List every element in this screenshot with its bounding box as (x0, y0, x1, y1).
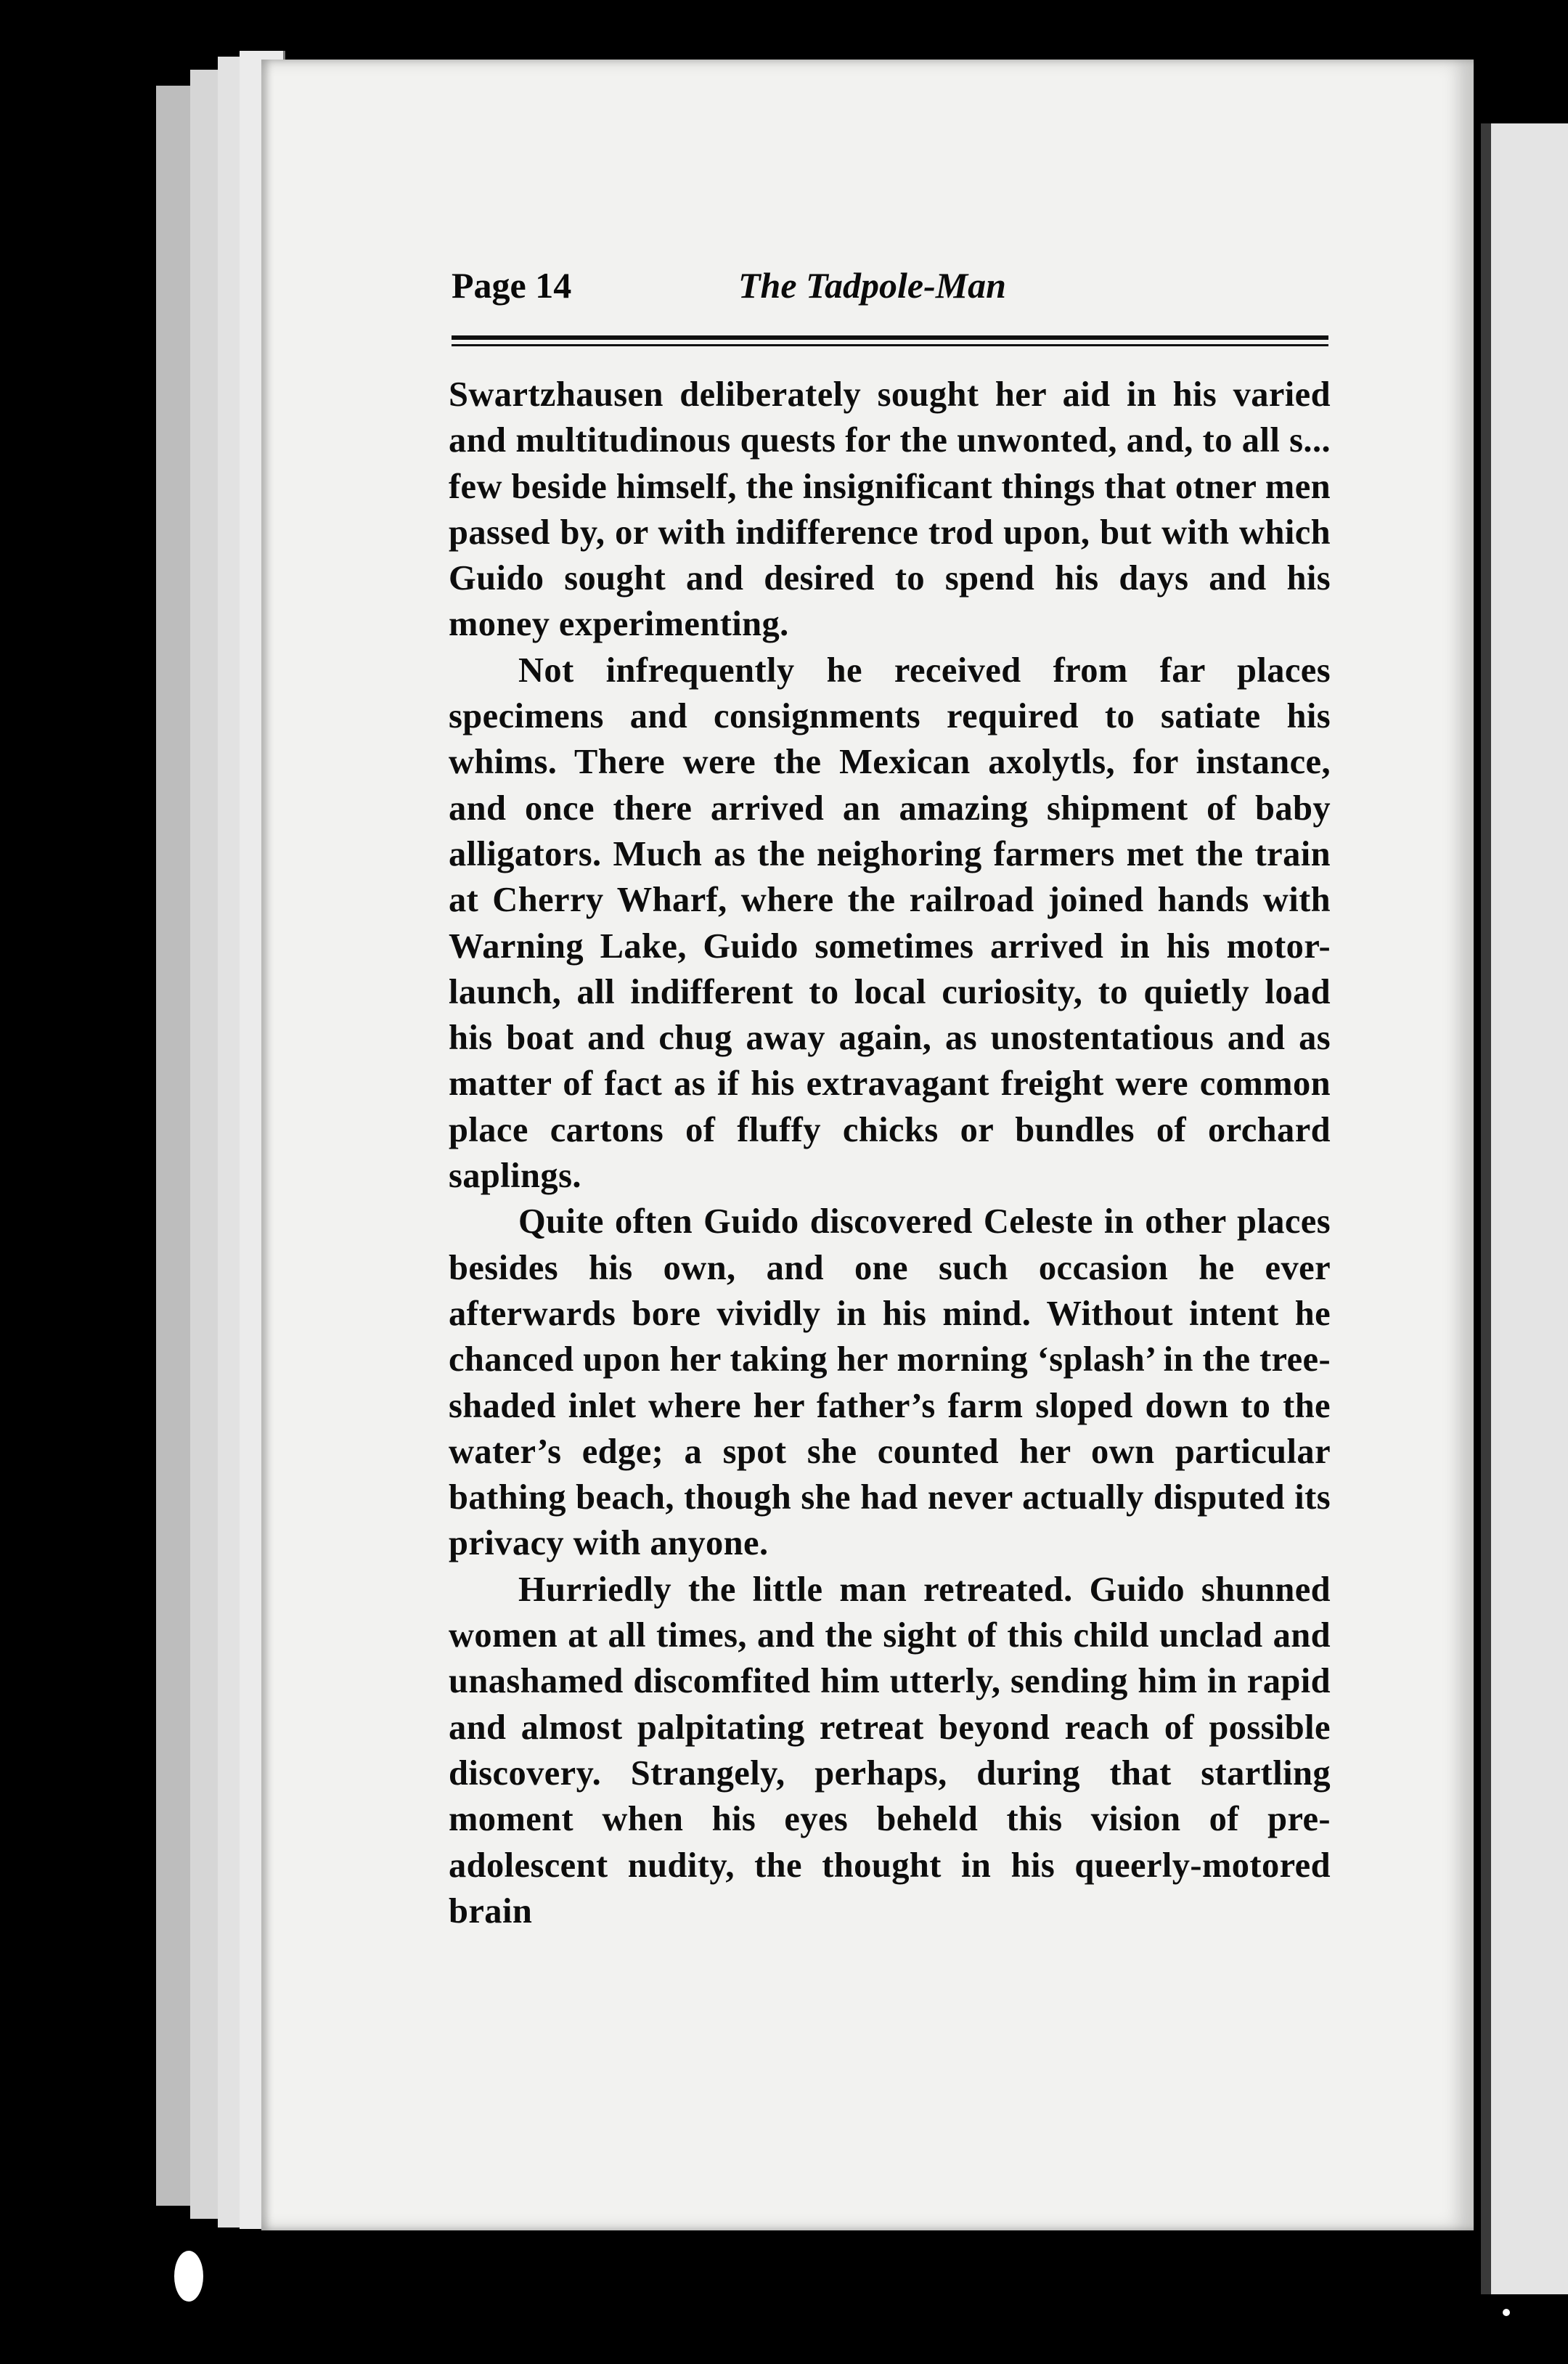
header-rule (452, 335, 1328, 340)
page-header (452, 264, 1323, 322)
page-number: Page 14 (452, 265, 572, 306)
paragraph: Swartzhausen deliberately sought her aid in his varied and multitudinous quests for the unwonted, and, to all s... few beside himself, the insignificant things that otner men passed by, or with indifference trod upon, but with which Guido sought and desired to spend his days and his money experimenting. (449, 375, 1331, 644)
paragraph: Hurriedly the little man retreated. Guido shunned women at all times, and the sight of this child unclad and unashamed discomfited him utterly, sending him in rapid and almost palpitating retreat beyond reach of possible discovery. Strangely, perhaps, during that startling moment when his eyes beheld this vision of pre-adolescent nudity, the thought in his queerly-motored brain (449, 1570, 1331, 1931)
book-page (261, 60, 1474, 2230)
header-rule-thin (452, 344, 1328, 346)
body-text (449, 372, 1331, 1934)
scan-speck (1503, 2309, 1510, 2316)
paragraph: Not infrequently he received from far places specimens and consignments required to satiate his whims. There were the Mexican axolytls, for instance, and once there arrived an amazing shipment of baby alligators. Much as the neighoring farmers met the train at Cherry Wharf, where the railroad joined hands with Warning Lake, Guido sometimes arrived in his motor-launch, all indifferent to local curiosity, to quietly load his boat and chug away again, as unostentatious and as matter of fact as if his extravagant freight were common place cartons of fluffy chicks or bundles of orchard saplings. (449, 651, 1331, 1196)
facing-page-edge (1481, 123, 1568, 2294)
paragraph: Quite often Guido discovered Celeste in other places besides his own, and one such occasion he ever afterwards bore vividly in his mind. Without intent he chanced upon her taking her morning ‘splash’ in the tree-shaded inlet where her father’s farm sloped down to the water’s edge; a spot she counted her own particular bathing beach, though she had never actually disputed its privacy with anyone. (449, 1202, 1331, 1563)
scan-speck (174, 2251, 203, 2302)
running-title: The Tadpole-Man (738, 265, 1006, 306)
